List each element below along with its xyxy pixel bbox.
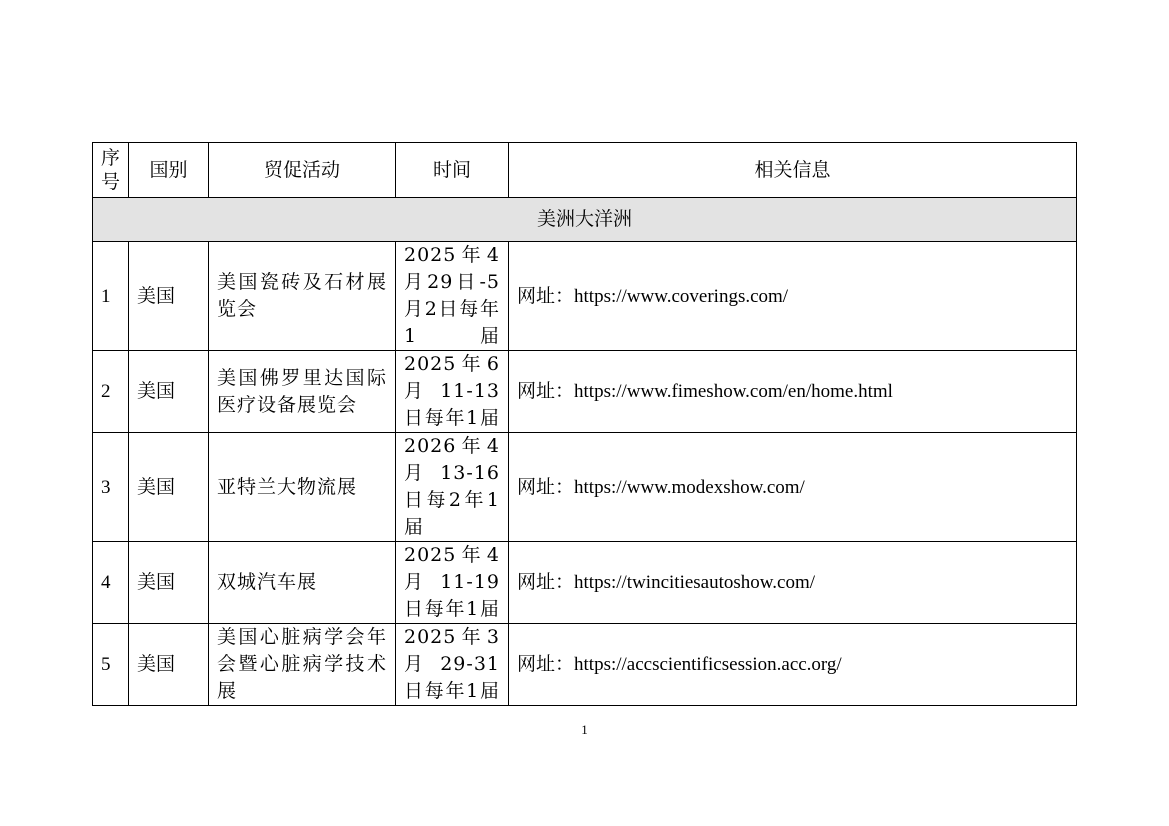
row-info: [509, 242, 1077, 351]
info-label: 网址：: [517, 475, 575, 498]
row-time: 2025年3月29-31日每年1届: [396, 624, 509, 706]
row-country: 美国: [129, 351, 209, 433]
region-row: [93, 198, 1077, 242]
row-time: 2025年6月11-13日每年1届: [396, 351, 509, 433]
table-row: [93, 433, 1077, 542]
row-activity: 美国瓷砖及石材展览会: [209, 242, 396, 351]
region-title: 美洲大洋洲: [93, 198, 1077, 242]
row-number: 1: [93, 242, 129, 351]
info-label: 网址：: [517, 653, 575, 675]
row-info: [509, 542, 1077, 624]
info-url-link[interactable]: https://www.fimeshow.com/en/home.html: [574, 381, 893, 402]
row-country: 美国: [129, 624, 209, 706]
row-number: 5: [93, 624, 129, 706]
info-label: 网址：: [517, 571, 575, 593]
info-label: 网址：: [517, 284, 575, 307]
header-country: 国别: [129, 143, 209, 198]
row-activity: 双城汽车展: [209, 542, 396, 624]
page-number: 1: [581, 722, 588, 737]
table-row: [93, 351, 1077, 433]
row-activity: 美国佛罗里达国际医疗设备展览会: [209, 351, 396, 433]
header-time: 时间: [396, 143, 509, 198]
info-label: 网址：: [517, 380, 575, 402]
table-row: [93, 624, 1077, 706]
info-url-link[interactable]: https://accscientificsession.acc.org/: [574, 654, 842, 675]
row-activity: 美国心脏病学会年会暨心脏病学技术展: [209, 624, 396, 706]
trade-promotion-table: [92, 142, 1077, 706]
row-info: [509, 624, 1077, 706]
info-url-link[interactable]: https://twincitiesautoshow.com/: [574, 572, 816, 593]
header-info: 相关信息: [509, 143, 1077, 198]
header-activity: 贸促活动: [209, 143, 396, 198]
row-time: 2025年4月11-19日每年1届: [396, 542, 509, 624]
row-country: 美国: [129, 433, 209, 542]
table-header-row: [93, 143, 1077, 198]
row-country: 美国: [129, 542, 209, 624]
header-number: 序号: [93, 143, 129, 198]
row-number: 4: [93, 542, 129, 624]
row-number: 2: [93, 351, 129, 433]
row-number: 3: [93, 433, 129, 542]
info-url-link[interactable]: https://www.coverings.com/: [574, 285, 789, 307]
row-activity: 亚特兰大物流展: [209, 433, 396, 542]
row-info: [509, 351, 1077, 433]
row-time: 2026年4月13-16日每2年1届: [396, 433, 509, 542]
row-country: 美国: [129, 242, 209, 351]
table-row: [93, 242, 1077, 351]
table-row: [93, 542, 1077, 624]
row-time: 2025年4月29日-5月2日每年1届: [396, 242, 509, 351]
info-url-link[interactable]: https://www.modexshow.com/: [574, 476, 805, 498]
row-info: [509, 433, 1077, 542]
